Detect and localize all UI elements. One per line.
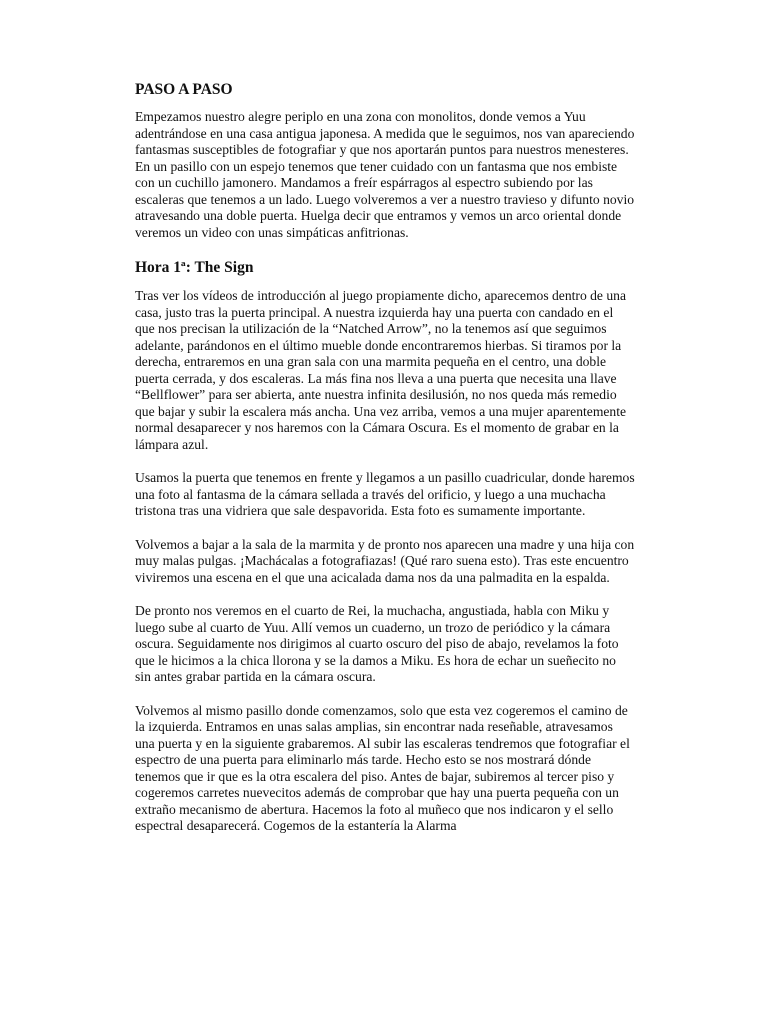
intro-paragraph: Empezamos nuestro alegre periplo en una zona con monolitos, donde vemos a Yuu adentrándose en una casa antigua japonesa. A medida que le seguimos, nos van apareciendo fantasmas susceptibles de fotografiar y que nos aportarán puntos para nuestros menesteres. En un pasillo con un espejo tenemos que tener cuidado con un fantasma que nos embiste con un cuchillo jamonero. Mandamos a freír espárragos al espectro subiendo por las escaleras que tenemos a un lado. Luego volveremos a ver a nuestro travieso y difunto novio atravesando una doble puerta. Huelga decir que entramos y vemos un arco oriental donde veremos un video con unas simpáticas anfitrionas. [135,109,635,240]
body-paragraph: De pronto nos veremos en el cuarto de Rei, la muchacha, angustiada, habla con Miku y luego sube al cuarto de Yuu. Allí vemos un cuaderno, un trozo de periódico y la cámara oscura. Seguidamente nos dirigimos al cuarto oscuro del piso de abajo, revelamos la foto que le hicimos a la chica llorona y se la damos a Miku. Es hora de echar un sueñecito no sin antes grabar partida en la cámara oscura. [135,603,619,684]
body-paragraph: Volvemos al mismo pasillo donde comenzamos, solo que esta vez cogeremos el camino de la izquierda. Entramos en unas salas amplias, sin encontrar nada reseñable, atravesamos una puerta y en la siguiente grabaremos. Al subir las escaleras tendremos que fotografiar el espectro de una puerta para eliminarlo más tarde. Hecho esto se nos mostrará dónde tenemos que ir que es la otra escalera del piso. Antes de bajar, subiremos al tercer piso y cogeremos carretes nuevecitos además de comprobar que hay una puerta pequeña con un extraño mecanismo de abertura. Hacemos la foto al muñeco que nos indicaron y el sello espectral desaparecerá. Cogemos de la estantería la Alarma [135,702,630,833]
document-heading: PASO A PASO [135,81,233,98]
body-paragraph: Volvemos a bajar a la sala de la marmita y de pronto nos aparecen una madre y una hija con muy malas pulgas. ¡Machácalas a fotografiazas! (Qué raro suena esto). Tras este encuentro viviremos una escena en el que una acicalada dama nos da una palmadita en la espalda. [135,536,635,585]
body-paragraph: Tras ver los vídeos de introducción al juego propiamente dicho, aparecemos dentro de una casa, justo tras la puerta principal. A nuestra izquierda hay una puerta con candado en el que nos precisan la utilización de la “Natched Arrow”, no la tenemos así que seguimos adelante, parándonos en el último mueble donde encontraremos hierbas. Si tiramos por la derecha, entraremos en una gran sala con una marmita pequeña en el centro, una doble puerta cerrada, y dos escaleras. La más fina nos lleva a una puerta que necesita una llave “Bellflower” para ser abierta, ante nuestra infinita desilusión, no nos queda más remedio que bajar y subir la escalera más ancha. Una vez arriba, vemos a una mujer aparentemente normal desaparecer y nos haremos con la Cámara Oscura. Es el momento de grabar en la lámpara azul. [135,288,627,452]
section-heading: Hora 1ª: The Sign [135,259,254,276]
body-paragraph: Usamos la puerta que tenemos en frente y llegamos a un pasillo cuadricular, donde haremos una foto al fantasma de la cámara sellada a través del orificio, y luego a una muchacha tristona tras una vidriera que sale despavorida. Esta foto es sumamente importante. [135,470,635,518]
document-page [135,80,635,852]
